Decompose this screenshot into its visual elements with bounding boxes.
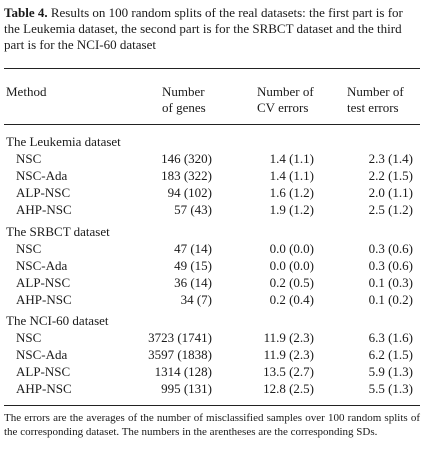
cv-errors-cell: 0.0 (0.0): [269, 241, 314, 256]
method-cell: ALP-NSC: [16, 364, 71, 379]
cv-errors-cell: 11.9 (2.3): [263, 347, 314, 362]
test-errors-cell: 0.1 (0.3): [368, 275, 413, 290]
genes-cell: 183 (322): [161, 168, 212, 183]
method-cell: NSC: [16, 151, 42, 166]
method-cell: NSC-Ada: [16, 258, 68, 273]
test-errors-cell: 0.3 (0.6): [368, 241, 413, 256]
header-test-line1: Number of: [347, 84, 404, 99]
cv-errors-cell: 13.5 (2.7): [263, 364, 314, 379]
test-errors-cell: 6.3 (1.6): [368, 330, 413, 345]
method-cell: AHP-NSC: [16, 202, 72, 217]
cv-errors-cell: 1.4 (1.1): [269, 168, 314, 183]
header-rule: [4, 124, 420, 125]
table-label: Table 4.: [4, 5, 48, 20]
method-cell: AHP-NSC: [16, 381, 72, 396]
header-test-line2: test errors: [347, 100, 399, 115]
genes-cell: 49 (15): [174, 258, 212, 273]
header-cv-line2: CV errors: [257, 100, 309, 115]
caption-text: Results on 100 random splits of the real datasets: the first part is for the Leukemia dataset, the second part is for the SRBCT dataset and the third part is for the NCI-60 dataset: [4, 5, 403, 52]
test-errors-cell: 2.3 (1.4): [368, 151, 413, 166]
method-cell: NSC-Ada: [16, 168, 68, 183]
genes-cell: 36 (14): [174, 275, 212, 290]
test-errors-cell: 5.5 (1.3): [368, 381, 413, 396]
header-method: Method: [6, 84, 47, 99]
test-errors-cell: 2.2 (1.5): [368, 168, 413, 183]
method-cell: NSC: [16, 330, 42, 345]
genes-cell: 995 (131): [161, 381, 212, 396]
header-genes-line2: of genes: [162, 100, 206, 115]
genes-cell: 47 (14): [174, 241, 212, 256]
test-errors-cell: 2.5 (1.2): [368, 202, 413, 217]
bottom-rule: [4, 405, 420, 406]
method-cell: AHP-NSC: [16, 292, 72, 307]
section-title: The SRBCT dataset: [6, 224, 110, 239]
cv-errors-cell: 1.4 (1.1): [269, 151, 314, 166]
cv-errors-cell: 0.2 (0.4): [269, 292, 314, 307]
genes-cell: 34 (7): [180, 292, 212, 307]
test-errors-cell: 0.1 (0.2): [368, 292, 413, 307]
method-cell: ALP-NSC: [16, 275, 71, 290]
genes-cell: 1314 (128): [154, 364, 212, 379]
genes-cell: 3723 (1741): [148, 330, 212, 345]
section-title: The NCI-60 dataset: [6, 313, 109, 328]
top-rule: [4, 68, 420, 69]
cv-errors-cell: 0.2 (0.5): [269, 275, 314, 290]
method-cell: NSC-Ada: [16, 347, 68, 362]
genes-cell: 3597 (1838): [148, 347, 212, 362]
test-errors-cell: 0.3 (0.6): [368, 258, 413, 273]
section-title: The Leukemia dataset: [6, 134, 121, 149]
test-errors-cell: 2.0 (1.1): [368, 185, 413, 200]
cv-errors-cell: 1.6 (1.2): [269, 185, 314, 200]
genes-cell: 94 (102): [167, 185, 212, 200]
test-errors-cell: 6.2 (1.5): [368, 347, 413, 362]
method-cell: NSC: [16, 241, 42, 256]
test-errors-cell: 5.9 (1.3): [368, 364, 413, 379]
method-cell: ALP-NSC: [16, 185, 71, 200]
genes-cell: 57 (43): [174, 202, 212, 217]
cv-errors-cell: 12.8 (2.5): [263, 381, 314, 396]
table-caption: [4, 5, 420, 53]
header-genes-line1: Number: [162, 84, 205, 99]
cv-errors-cell: 11.9 (2.3): [263, 330, 314, 345]
header-cv-line1: Number of: [257, 84, 314, 99]
table-footnote: The errors are the averages of the number of misclassified samples over 100 random splits of the corresponding dataset. The numbers in the arentheses are the corresponding SDs.: [4, 412, 420, 438]
cv-errors-cell: 1.9 (1.2): [269, 202, 314, 217]
cv-errors-cell: 0.0 (0.0): [269, 258, 314, 273]
genes-cell: 146 (320): [161, 151, 212, 166]
